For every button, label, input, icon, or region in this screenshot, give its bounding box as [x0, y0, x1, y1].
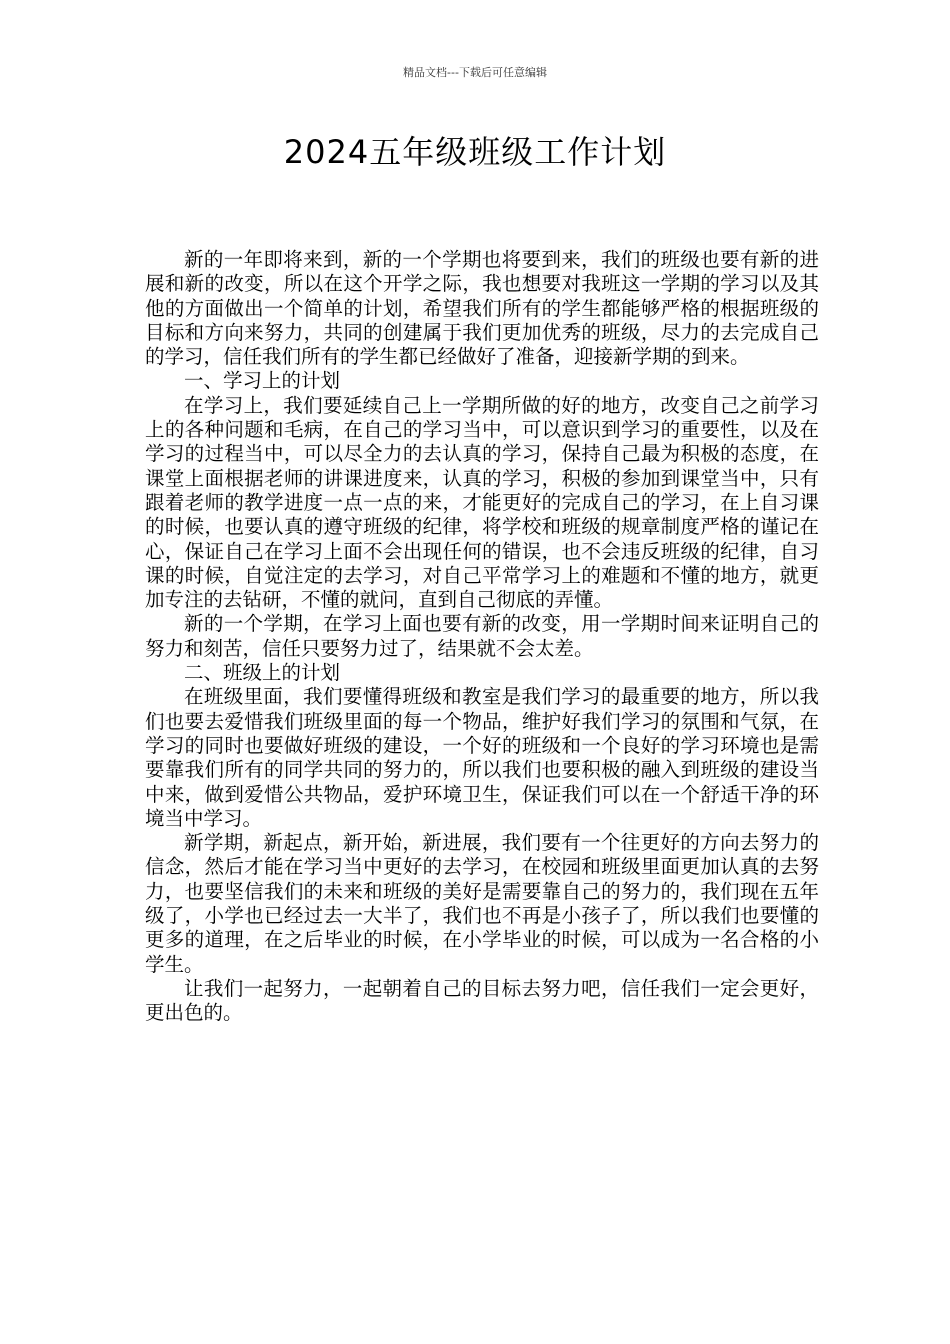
paragraph-new-semester: 新学期，新起点，新开始，新进展，我们要有一个往更好的方向去努力的信念，然后才能在学习当中更好的去学习，在校园和班级里面更加认真的去努力，也要坚信我们的未来和班级的美好是需要靠自己的努力的，我们现在五年级了，小学也已经过去一大半了，我们也不再是小孩子了，所以我们也要懂的更多的道理，在之后毕业的时候，在小学毕业的时候，可以成为一名合格的小学生。 [145, 831, 819, 976]
paragraph-study: 在学习上，我们要延续自己上一学期所做的好的地方，改变自己之前学习上的各种问题和毛病，在自己的学习当中，可以意识到学习的重要性，以及在学习的过程当中，可以尽全力的去认真的学习，保持自己最为积极的态度，在课堂上面根据老师的讲课进度来，认真的学习，积极的参加到课堂当中，只有跟着老师的教学进度一点一点的来，才能更好的完成自己的学习，在上自习课的时候，也要认真的遵守班级的纪律，将学校和班级的规章制度严格的谨记在心，保证自己在学习上面不会出现任何的错误，也不会违反班级的纪律，自习课的时候，自觉注定的去学习，对自己平常学习上的难题和不懂的地方，就更加专注的去钻研，不懂的就问，直到自己彻底的弄懂。 [145, 393, 819, 612]
paragraph-study-change: 新的一个学期，在学习上面也要有新的改变，用一学期时间来证明自己的努力和刻苦，信任只要努力过了，结果就不会太差。 [145, 612, 819, 660]
paragraph-closing: 让我们一起努力，一起朝着自己的目标去努力吧，信任我们一定会更好，更出色的。 [145, 976, 819, 1025]
document-title: 2024五年级班级工作计划 [283, 133, 667, 171]
page-header: 精品文档---下载后可任意编辑 [403, 66, 547, 79]
paragraph-intro: 新的一年即将来到，新的一个学期也将要到来，我们的班级也要有新的进展和新的改变，所以在这个开学之际，我也想要对我班这一学期的学习以及其他的方面做出一个简单的计划，希望我们所有的学生都能够严格的根据班级的目标和方向来努力，共同的创建属于我们更加优秀的班级，尽力的去完成自己的学习，信任我们所有的学生都已经做好了准备，迎接新学期的到来。 [145, 248, 819, 369]
document-body [145, 248, 819, 1026]
section-heading-study: 一、学习上的计划 [184, 369, 341, 393]
paragraph-class: 在班级里面，我们要懂得班级和教室是我们学习的最重要的地方，所以我们也要去爱惜我们班级里面的每一个物品，维护好我们学习的氛围和气氛，在学习的同时也要做好班级的建设，一个好的班级和一个良好的学习环境也是需要靠我们所有的同学共同的努力的，所以我们也要积极的融入到班级的建设当中来，做到爱惜公共物品，爱护环境卫生，保证我们可以在一个舒适干净的环境当中学习。 [145, 685, 819, 830]
section-heading-class: 二、班级上的计划 [184, 661, 341, 685]
